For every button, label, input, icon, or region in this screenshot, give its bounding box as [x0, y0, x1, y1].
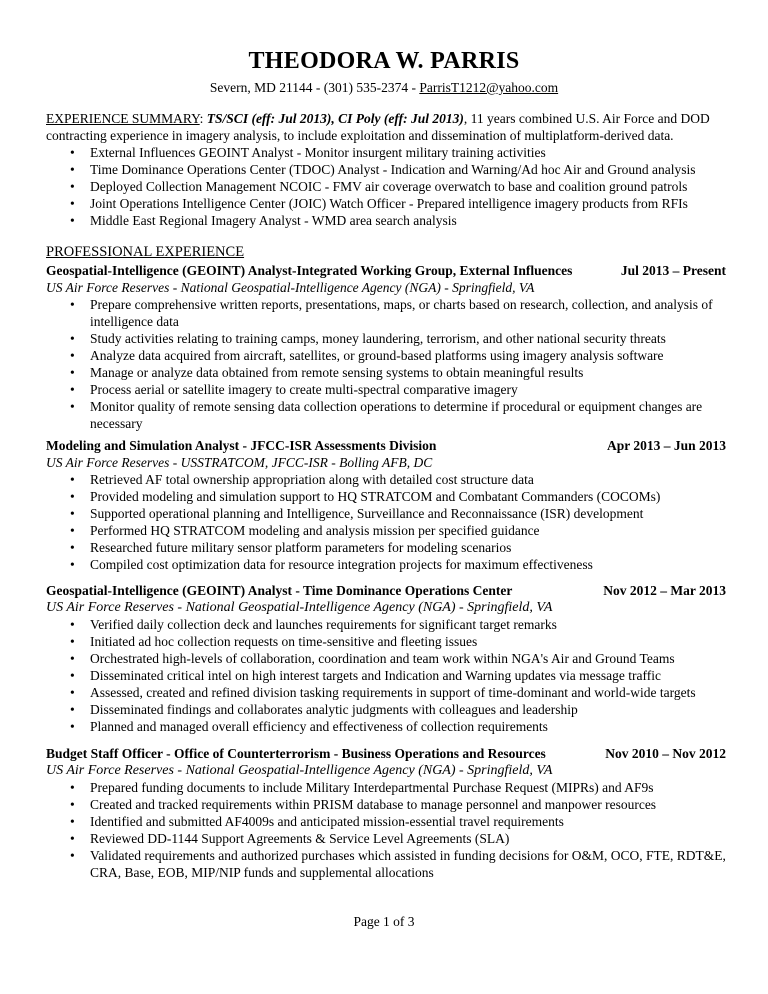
summary-list [46, 144, 718, 229]
job-header [46, 745, 726, 762]
job-duties [46, 471, 726, 573]
job-duty: • Planned and managed overall efficiency and effectiveness of collection requirements [46, 718, 726, 735]
experience-summary [46, 110, 718, 229]
job-duty: • Prepare comprehensive written reports, presentations, maps, or charts based on research, collection, and analysis of intelligence data [46, 296, 726, 330]
email-link[interactable]: ParrisT1212@yahoo.com [419, 80, 559, 95]
job-header [46, 582, 726, 599]
job-duty: • Assessed, created and refined division tasking requirements in support of time-dominant and world-wide targets [46, 684, 726, 701]
clearance-text: TS/SCI (eff: Jul 2013), CI Poly (eff: Jul 2013) [206, 111, 464, 126]
job-dates: Apr 2013 – Jun 2013 [606, 438, 726, 453]
candidate-name: THEODORA W. PARRIS [248, 48, 520, 74]
job-duty: • Monitor quality of remote sensing data collection operations to determine if procedural or equipment changes are necessary [46, 398, 726, 432]
job-duties [46, 296, 726, 432]
summary-label: EXPERIENCE SUMMARY [46, 111, 200, 126]
job-duty: • Compiled cost optimization data for resource integration projects for maximum effectiveness [46, 556, 726, 573]
job-duty: • Identified and submitted AF4009s and anticipated mission-essential travel requirements [46, 813, 726, 830]
summary-item: • Middle East Regional Imagery Analyst - WMD area search analysis [46, 212, 718, 229]
summary-item: • Joint Operations Intelligence Center (JOIC) Watch Officer - Prepared intelligence imagery products from RFIs [46, 195, 718, 212]
job-header [46, 262, 726, 279]
job-header [46, 437, 726, 454]
summary-item: • Time Dominance Operations Center (TDOC) Analyst - Indication and Warning/Ad hoc Air and Ground analysis [46, 161, 718, 178]
job-dates: Nov 2010 – Nov 2012 [605, 746, 726, 761]
job-title: Budget Staff Officer - Office of Counterterrorism - Business Operations and Resources [46, 746, 546, 761]
job-duty: • Researched future military sensor platform parameters for modeling scenarios [46, 539, 726, 556]
job-duty: • Disseminated findings and collaborates analytic judgments with colleagues and leadership [46, 701, 726, 718]
job-organization: US Air Force Reserves - National Geospatial-Intelligence Agency (NGA) - Springfield, VA [46, 763, 553, 778]
summary-item: • Deployed Collection Management NCOIC - FMV air coverage overwatch to base and coalition ground patrols [46, 178, 718, 195]
job-entry [46, 437, 726, 573]
page-number: Page 1 of 3 [353, 914, 415, 929]
job-duty: • Retrieved AF total ownership appropriation along with detailed cost structure data [46, 471, 726, 488]
job-duty: • Initiated ad hoc collection requests on time-sensitive and fleeting issues [46, 633, 726, 650]
job-duty: • Provided modeling and simulation support to HQ STRATCOM and Combatant Commanders (COCOMs) [46, 488, 726, 505]
job-duty: • Study activities relating to training camps, money laundering, terrorism, and other national security threats [46, 330, 726, 347]
summary-paragraph [46, 110, 718, 144]
summary-colon: : [199, 111, 207, 126]
summary-text: , 11 years combined U.S. Air Force and DOD contracting experience in imagery analysis, to include exploitation and dissemination of multiplatform-derived data. [46, 111, 710, 143]
job-duty: • Validated requirements and authorized purchases which assisted in funding decisions for O&M, OCO, FTE, RDT&E, CRA, Base, EOB, MIP/NIP funds and supplemental allocations [46, 847, 726, 881]
job-duty: • Reviewed DD-1144 Support Agreements & Service Level Agreements (SLA) [46, 830, 726, 847]
job-duty: • Created and tracked requirements within PRISM database to manage personnel and manpower resources [46, 796, 726, 813]
job-title: Geospatial-Intelligence (GEOINT) Analyst - Time Dominance Operations Center [46, 583, 513, 598]
job-organization: US Air Force Reserves - USSTRATCOM, JFCC-ISR - Bolling AFB, DC [46, 455, 433, 470]
job-duty: • Performed HQ STRATCOM modeling and analysis mission per specified guidance [46, 522, 726, 539]
job-duty: • Disseminated critical intel on high interest targets and Indication and Warning updates via message traffic [46, 667, 726, 684]
professional-experience-heading: PROFESSIONAL EXPERIENCE [46, 244, 245, 260]
job-duty: • Verified daily collection deck and launches requirements for significant target remarks [46, 616, 726, 633]
job-title: Modeling and Simulation Analyst - JFCC-ISR Assessments Division [46, 438, 437, 453]
job-organization: US Air Force Reserves - National Geospatial-Intelligence Agency (NGA) - Springfield, VA [46, 600, 553, 615]
job-duty: • Prepared funding documents to include Military Interdepartmental Purchase Request (MIPRs) and AF9s [46, 779, 726, 796]
job-duty: • Supported operational planning and Intelligence, Surveillance and Reconnaissance (ISR) development [46, 505, 726, 522]
job-title: Geospatial-Intelligence (GEOINT) Analyst-Integrated Working Group, External Influences [46, 263, 573, 278]
contact-line [0, 80, 768, 96]
job-duty: • Manage or analyze data obtained from remote sensing systems to obtain meaningful results [46, 364, 726, 381]
job-entry [46, 582, 726, 735]
job-duties [46, 616, 726, 735]
job-organization: US Air Force Reserves - National Geospatial-Intelligence Agency (NGA) - Springfield, VA [46, 280, 535, 295]
job-dates: Jul 2013 – Present [620, 263, 726, 278]
job-duty: • Analyze data acquired from aircraft, satellites, or ground-based platforms using imagery analysis software [46, 347, 726, 364]
job-duties [46, 779, 726, 881]
job-dates: Nov 2012 – Mar 2013 [603, 583, 726, 598]
contact-address-phone: Severn, MD 21144 - (301) 535-2374 - [209, 80, 420, 95]
job-entry [46, 745, 726, 881]
job-duty: • Orchestrated high-levels of collaboration, coordination and team work within NGA's Air and Ground Teams [46, 650, 726, 667]
job-duty: • Process aerial or satellite imagery to create multi-spectral comparative imagery [46, 381, 726, 398]
job-entry [46, 262, 726, 432]
summary-item: • External Influences GEOINT Analyst - Monitor insurgent military training activities [46, 144, 718, 161]
